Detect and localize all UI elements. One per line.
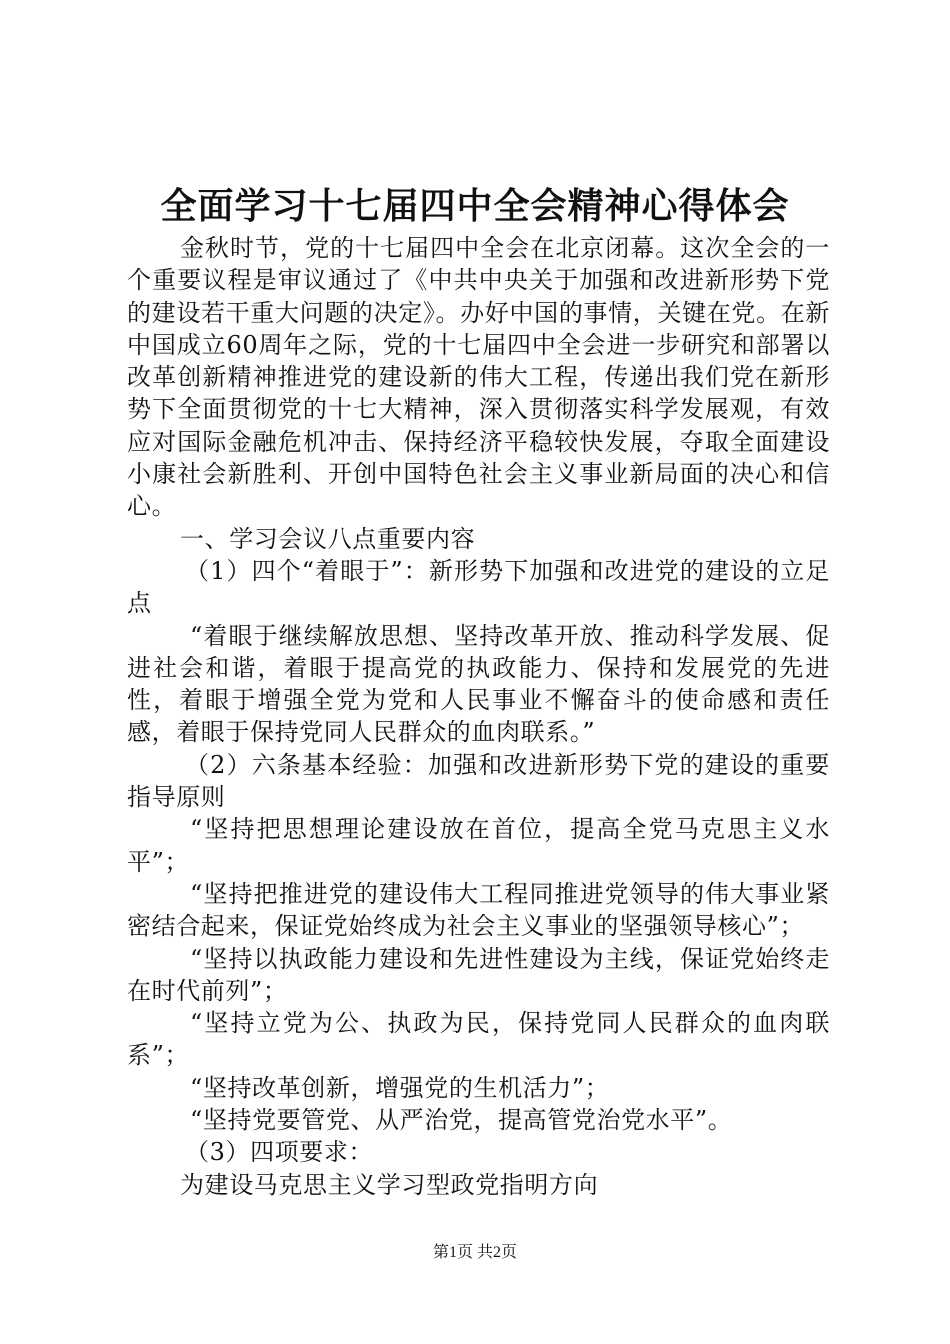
subheading-2: （2）六条基本经验：加强和改进新形势下党的建设的重要指导原则 [127, 750, 830, 812]
paragraph-direction: 为建设马克思主义学习型政党指明方向 [180, 1170, 599, 1199]
quote-paragraph-6: “坚持改革创新，增强党的生机活力”； [190, 1073, 610, 1102]
quote-paragraph-4: “坚持以执政能力建设和先进性建设为主线，保证党始终走在时代前列”； [127, 944, 830, 1005]
quote-paragraph-1: “着眼于继续解放思想、坚持改革开放、推动科学发展、促进社会和谐，着眼于提高党的执政能力、保持和发展党的先进性，着眼于增强全党为党和人民事业不懈奋斗的使命感和责任感，着眼于保持党同人民群众的血肉联系。” [127, 621, 830, 747]
page-number-footer: 第1页 共2页 [432, 1244, 517, 1261]
quote-paragraph-7: “坚持党要管党、从严治党，提高管党治党水平”。 [190, 1106, 733, 1135]
intro-paragraph: 金秋时节，党的十七届四中全会在北京闭幕。这次全会的一个重要议程是审议通过了《中共中央关于加强和改进新形势下党的建设若干重大问题的决定》。办好中国的事情，关键在党。在新中国成立60周年之际，党的十七届四中全会进一步研究和部署以改革创新精神推进党的建设新的伟大工程，传递出我们党在新形势下全面贯彻党的十七大精神，深入贯彻落实科学发展观，有效应对国际金融危机冲击、保持经济平稳较快发展，夺取全面建设小康社会新胜利、开创中国特色社会主义事业新局面的决心和信心。 [127, 234, 830, 521]
document-body [127, 232, 830, 1201]
quote-paragraph-2: “坚持把思想理论建设放在首位，提高全党马克思主义水平”； [127, 815, 830, 876]
subheading-3: （3）四项要求： [185, 1138, 374, 1167]
subheading-1: （1）四个“着眼于”：新形势下加强和改进党的建设的立足点 [127, 556, 830, 618]
quote-paragraph-3: “坚持把推进党的建设伟大工程同推进党领导的伟大事业紧密结合起来，保证党始终成为社会主义事业的坚强领导核心”； [127, 879, 830, 941]
section-heading-1: 一、学习会议八点重要内容 [180, 524, 476, 553]
document-title: 全面学习十七届四中全会精神心得体会 [160, 186, 790, 227]
quote-paragraph-5: “坚持立党为公、执政为民，保持党同人民群众的血肉联系”； [127, 1009, 830, 1070]
